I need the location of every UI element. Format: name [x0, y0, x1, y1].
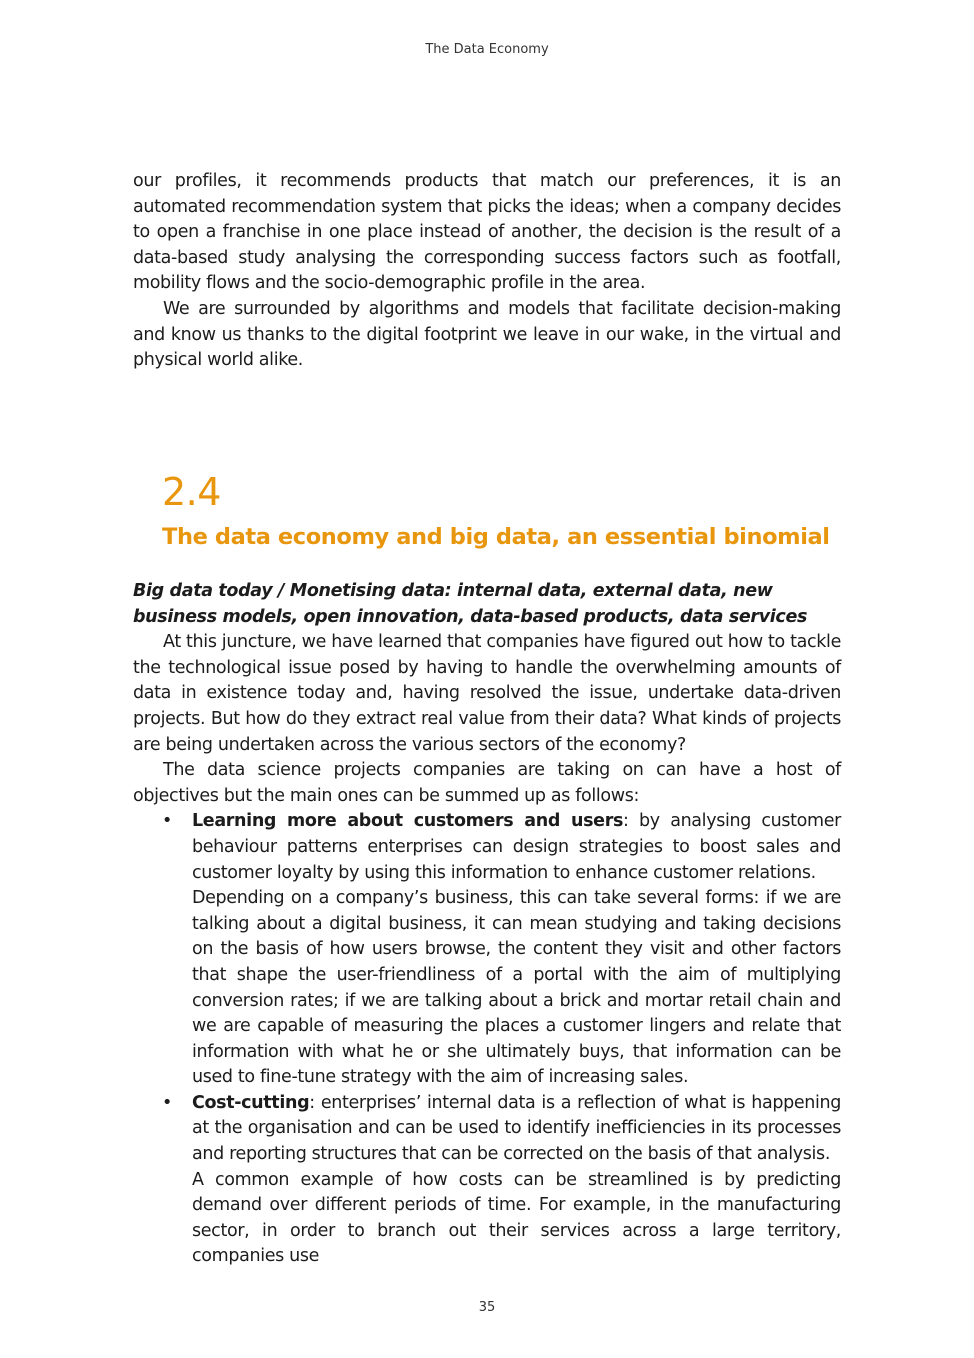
- section-subheading: Big data today / Monetising data: internal data, external data, new business models, open innovation, data-based products, data services: [133, 581, 808, 627]
- running-header: The Data Economy: [425, 42, 549, 57]
- intro-paragraph: We are surrounded by algorithms and models that facilitate decision-making and know us thanks to the digital footprint we leave in our wake, in the virtual and physical world alike.: [133, 298, 841, 371]
- bullet-marker: •: [162, 1092, 172, 1113]
- section-body: [133, 579, 841, 1270]
- list-item-description: : enterprises’ internal data is a reflection of what is happening at the organisation and can be used to identify inefficiencies in its processes and reporting structures that can be corrected on the basis of that analysis.: [192, 1092, 841, 1165]
- list-item-description: : by analysing customer behaviour patterns enterprises can design strategies to boost sales and customer loyalty by using this information to enhance customer relations.: [192, 811, 841, 883]
- list-item-term: Learning more about customers and users: [192, 811, 624, 832]
- list-item-continuation: A common example of how costs can be streamlined is by predicting demand over different periods of time. For example, in the manufacturing sector, in order to branch out their services across a large territory, companies use: [192, 1169, 841, 1267]
- list-item-continuation: Depending on a company’s business, this can take several forms: if we are talking about a digital business, it can mean studying and taking decisions on the basis of how users browse, the content they visit and other factors that shape the user-friendliness of a portal with the aim of multiplying conversion rates; if we are talking about a brick and mortar retail chain and we are capable of measuring the places a customer lingers and relate that information with what he or she ultimately buys, that information can be used to fine-tune strategy with the aim of increasing sales.: [192, 888, 841, 1088]
- list-item-text: [192, 809, 841, 886]
- section-number: 2.4: [162, 470, 221, 514]
- objectives-list: [133, 809, 841, 1270]
- intro-paragraph: our profiles, it recommends products that match our preferences, it is an automated recommendation system that picks the ideas; when a company decides to open a franchise in one place instead of another, the decision is the result of a data-based study analysing the corresponding success factors such as footfall, mobility flows and the socio-demographic profile in the area.: [133, 171, 841, 294]
- body-paragraph: At this juncture, we have learned that companies have figured out how to tackle the technological issue posed by having to handle the overwhelming amounts of data in existence today and, having resolved the issue, undertake data-driven projects. But how do they extract real value from their data? What kinds of projects are being undertaken across the various sectors of the economy?: [133, 632, 841, 755]
- list-item: [133, 809, 841, 1091]
- body-paragraph: The data science projects companies are taking on can have a host of objectives but the main ones can be summed up as follows:: [133, 760, 841, 806]
- page-number: 35: [478, 1300, 496, 1315]
- section-title: The data economy and big data, an essential binomial: [162, 524, 830, 550]
- list-item-text: [192, 1091, 841, 1168]
- list-item-term: Cost-cutting: [192, 1092, 310, 1113]
- intro-text: [133, 169, 841, 374]
- bullet-marker: •: [162, 811, 172, 832]
- list-item: [133, 1091, 841, 1270]
